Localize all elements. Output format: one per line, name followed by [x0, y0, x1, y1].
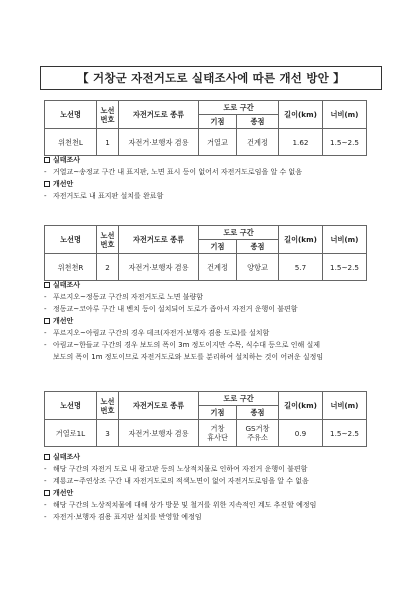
cell-width: 1.5~2.5 [323, 129, 367, 156]
header-end: 종점 [237, 115, 279, 129]
checkbox-square-icon [44, 181, 50, 187]
cell-length: 5.7 [279, 254, 323, 281]
header-length: 길이(km) [279, 392, 323, 420]
list-item: - 계룡교~주연상조 구간 내 자전거도로의 적색노면이 없어 자전거도로임을 알 수 없음 [44, 476, 309, 485]
list-item: - 아림교~한들교 구간의 경우 보도의 폭이 3m 정도이지만 수목, 식수대 등으로 인해 실제 [44, 340, 320, 349]
cell-length: 1.62 [279, 129, 323, 156]
cell-width: 1.5~2.5 [323, 420, 367, 447]
cell-length: 0.9 [279, 420, 323, 447]
checkbox-square-icon [44, 282, 50, 288]
header-route-no: 노선 번호 [97, 101, 119, 129]
cell-route: 위천천L [45, 129, 97, 156]
header-route: 노선명 [45, 101, 97, 129]
header-start: 기점 [199, 240, 237, 254]
header-end: 종점 [237, 240, 279, 254]
header-route: 노선명 [45, 226, 97, 254]
section-heading: 개선안 [44, 487, 384, 499]
header-width: 너비(m) [323, 101, 367, 129]
section-heading: 개선안 [44, 315, 384, 327]
cell-type: 자전거·보행자 겸용 [119, 129, 199, 156]
list-item: - 푸르지오~정동교 구간의 자전거도로 노면 불량함 [44, 292, 204, 301]
route-table-1 [44, 100, 367, 156]
header-type: 자전거도로 종류 [119, 226, 199, 254]
cell-no: 1 [97, 129, 119, 156]
header-width: 너비(m) [323, 392, 367, 420]
header-type: 자전거도로 종류 [119, 101, 199, 129]
header-end: 종점 [237, 406, 279, 420]
page-title: 【 거창군 자전거도로 실태조사에 따른 개선 방안 】 [40, 66, 382, 90]
cell-start: 거창 휴사단 [199, 420, 237, 447]
block-1-notes [44, 154, 384, 202]
header-width: 너비(m) [323, 226, 367, 254]
section-heading: 개선안 [44, 178, 384, 190]
cell-end: 양항교 [237, 254, 279, 281]
route-table-3 [44, 391, 367, 447]
list-item: - 푸르지오~아림교 구간의 경우 데크(자전거·보행자 겸용 도로)를 설치함 [44, 328, 270, 337]
cell-end: 건계정 [237, 129, 279, 156]
list-item: - 해당 구간의 노상적치물에 대해 상가 방문 및 철거를 위한 지속적인 계도 추진할 예정임 [44, 500, 317, 509]
section-heading: 실태조사 [44, 451, 384, 463]
table-row [45, 254, 367, 281]
header-section: 도로 구간 [199, 101, 279, 115]
cell-width: 1.5~2.5 [323, 254, 367, 281]
cell-type: 자전거·보행자 겸용 [119, 420, 199, 447]
list-item: - 자전거도로 내 표지판 설치를 완료함 [44, 191, 164, 200]
list-item: - 정동교~코아루 구간 내 벤치 등이 설치되어 도로가 좁아서 자전거 운행이 불편함 [44, 304, 298, 313]
cell-end: GS거창 주유소 [237, 420, 279, 447]
header-start: 기점 [199, 115, 237, 129]
header-start: 기점 [199, 406, 237, 420]
header-section: 도로 구간 [199, 392, 279, 406]
cell-route: 위천천R [45, 254, 97, 281]
header-length: 길이(km) [279, 101, 323, 129]
cell-no: 2 [97, 254, 119, 281]
header-route: 노선명 [45, 392, 97, 420]
cell-start: 거열교 [199, 129, 237, 156]
cell-route: 거열로1L [45, 420, 97, 447]
header-type: 자전거도로 종류 [119, 392, 199, 420]
checkbox-square-icon [44, 490, 50, 496]
section-heading: 실태조사 [44, 154, 384, 166]
section-heading: 실태조사 [44, 279, 384, 291]
list-item-continuation: 보도의 폭이 1m 정도이므로 자전거도로와 보도를 분리하여 설치하는 것이 어려운 실정임 [53, 352, 324, 361]
cell-no: 3 [97, 420, 119, 447]
checkbox-square-icon [44, 318, 50, 324]
checkbox-square-icon [44, 157, 50, 163]
header-route-no: 노선 번호 [97, 392, 119, 420]
list-item: - 자전거·보행자 겸용 표지판 설치를 반영할 예정임 [44, 512, 202, 521]
block-2-notes [44, 279, 384, 363]
header-route-no: 노선 번호 [97, 226, 119, 254]
route-table-2 [44, 225, 367, 281]
cell-type: 자전거·보행자 겸용 [119, 254, 199, 281]
header-section: 도로 구간 [199, 226, 279, 240]
checkbox-square-icon [44, 454, 50, 460]
block-3-notes [44, 451, 384, 523]
list-item: - 해당 구간의 자전거 도로 내 광고판 등의 노상적치물로 인하여 자전거 운행이 불편함 [44, 464, 308, 473]
table-row [45, 420, 367, 447]
header-length: 길이(km) [279, 226, 323, 254]
list-item: - 거열교~송정교 구간 내 표지판, 노면 표시 등이 없어서 자전거도로임을 알 수 없음 [44, 167, 302, 176]
table-row [45, 129, 367, 156]
cell-start: 건계정 [199, 254, 237, 281]
